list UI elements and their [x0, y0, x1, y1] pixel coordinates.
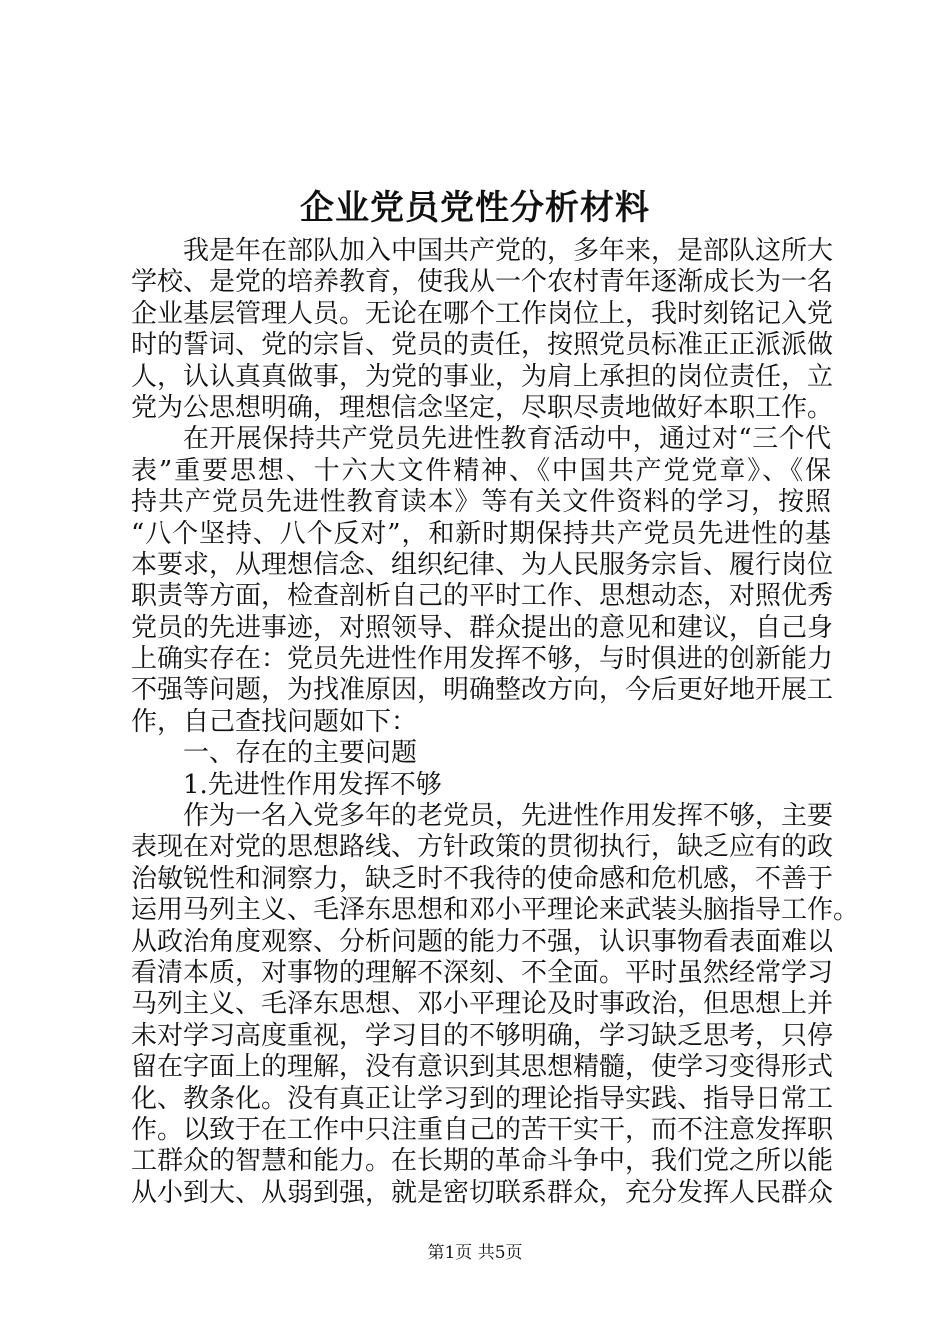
text-line: “八个坚持、八个反对”，和新时期保持共产党员先进性的基	[131, 518, 831, 549]
text-line: 学校、是党的培养教育，使我从一个农村青年逐渐成长为一名	[131, 267, 834, 298]
text-line: 运用马列主义、毛泽东思想和邓小平理论来武装头脑指导工作。	[131, 895, 860, 926]
text-line: 人，认认真真做事，为党的事业，为肩上承担的岗位责任，立	[131, 361, 834, 392]
section-heading: 一、存在的主要问题	[183, 738, 418, 769]
text-line: 持共产党员先进性教育读本》等有关文件资料的学习，按照	[131, 487, 831, 518]
text-line: 作，自己查找问题如下：	[131, 706, 418, 737]
text-line: 从政治角度观察、分析问题的能力不强，认识事物看表面难以	[131, 926, 834, 957]
text-line: 作。以致于在工作中只注重自己的苦干实干，而不注意发挥职	[131, 1114, 834, 1145]
document-body	[131, 236, 860, 1209]
text-line: 看清本质，对事物的理解不深刻、不全面。平时虽然经常学习	[131, 957, 834, 988]
text-line: 表现在对党的思想路线、方针政策的贯彻执行，缺乏应有的政	[131, 832, 834, 863]
text-line: 留在字面上的理解，没有意识到其思想精髓，使学习变得形式	[131, 1052, 834, 1083]
text-line: 作为一名入党多年的老党员，先进性作用发挥不够，主要	[183, 801, 834, 832]
text-line: 党员的先进事迹，对照领导、群众提出的意见和建议，自己身	[131, 612, 834, 643]
page-footer: 第1页 共5页	[427, 1243, 523, 1263]
text-line: 不强等问题，为找准原因，明确整改方向，今后更好地开展工	[131, 675, 834, 706]
text-line: 从小到大、从弱到强，就是密切联系群众，充分发挥人民群众	[131, 1177, 834, 1208]
text-line: 党为公思想明确，理想信念坚定，尽职尽责地做好本职工作。	[131, 392, 834, 423]
text-line: 化、教条化。没有真正让学习到的理论指导实践、指导日常工	[131, 1083, 834, 1114]
text-line: 马列主义、毛泽东思想、邓小平理论及时事政治，但思想上并	[131, 989, 834, 1020]
text-line: 时的誓词、党的宗旨、党员的责任，按照党员标准正正派派做	[131, 330, 834, 361]
text-line: 未对学习高度重视，学习目的不够明确，学习缺乏思考，只停	[131, 1020, 834, 1051]
text-line: 工群众的智慧和能力。在长期的革命斗争中，我们党之所以能	[131, 1146, 834, 1177]
text-line: 我是年在部队加入中国共产党的，多年来，是部队这所大	[183, 236, 834, 266]
text-line: 企业基层管理人员。无论在哪个工作岗位上，我时刻铭记入党	[131, 298, 834, 329]
text-line: 表”重要思想、十六大文件精神、《中国共产党党章》、《保	[131, 455, 831, 486]
text-line: 在开展保持共产党员先进性教育活动中，通过对“三个代	[183, 424, 831, 455]
text-line: 职责等方面，检查剖析自己的平时工作、思想动态，对照优秀	[131, 581, 834, 612]
text-line: 上确实存在：党员先进性作用发挥不够，与时俱进的创新能力	[131, 644, 834, 675]
subsection-heading: 1.先进性作用发挥不够	[183, 769, 442, 800]
text-line: 治敏锐性和洞察力，缺乏时不我待的使命感和危机感，不善于	[131, 863, 834, 894]
text-line: 本要求，从理想信念、组织纪律、为人民服务宗旨、履行岗位	[131, 549, 834, 580]
document-title: 企业党员党性分析材料	[300, 188, 650, 228]
